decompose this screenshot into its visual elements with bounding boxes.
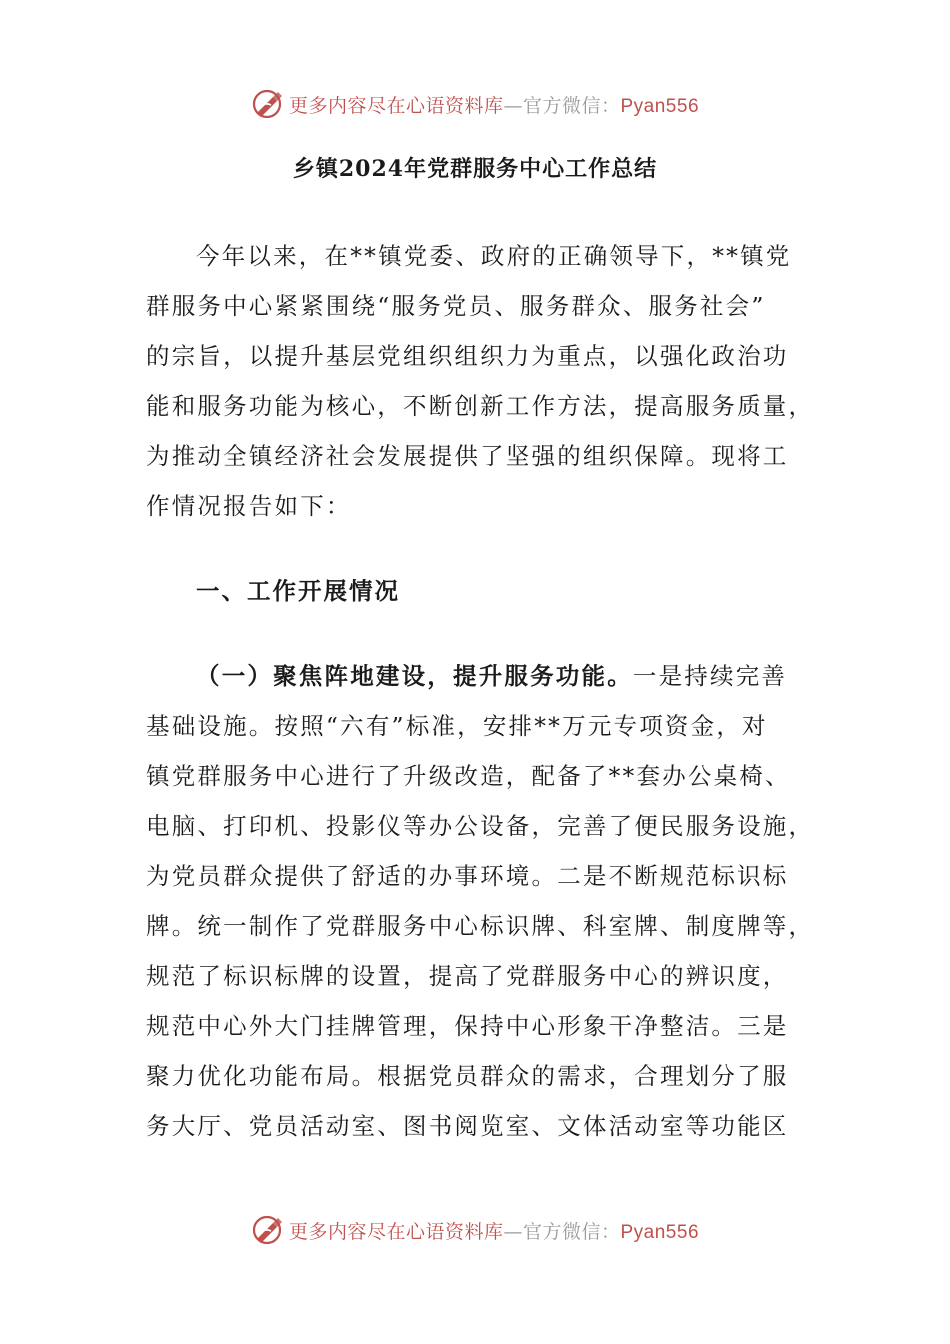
text-line: 为党员群众提供了舒适的办事环境。二是不断规范标识标	[146, 862, 789, 890]
text-line: 今年以来，在**镇党委、政府的正确领导下，**镇党	[196, 242, 792, 270]
pen-logo-icon	[251, 1213, 285, 1247]
document-title: 乡镇2024年党群服务中心工作总结	[292, 156, 658, 182]
intro-paragraph	[146, 231, 815, 531]
watermark-text: 更多内容尽在心语资料库—官方微信：Pyan556	[288, 94, 700, 117]
text-line: 镇党群服务中心进行了升级改造，配备了**套办公桌椅、	[146, 762, 791, 790]
top-watermark-banner	[0, 84, 950, 124]
section-heading: 一、工作开展情况	[196, 577, 400, 605]
bottom-watermark-banner	[0, 1210, 950, 1250]
text-line: 作情况报告如下：	[146, 492, 352, 520]
text-line	[146, 651, 796, 701]
text-line: 聚力优化功能布局。根据党员群众的需求，合理划分了服	[146, 1062, 789, 1090]
text-line: 电脑、打印机、投影仪等办公设备，完善了便民服务设施，	[146, 812, 815, 840]
subsection-paragraph	[146, 651, 815, 1151]
pen-logo-icon	[251, 87, 285, 121]
text-line: 务大厅、党员活动室、图书阅览室、文体活动室等功能区	[146, 1112, 789, 1140]
text-line: 能和服务功能为核心，不断创新工作方法，提高服务质量，	[146, 392, 815, 420]
watermark-text: 更多内容尽在心语资料库—官方微信：Pyan556	[288, 1220, 700, 1243]
text-line: 的宗旨，以提升基层党组织组织力为重点，以强化政治功	[146, 342, 789, 370]
text-line: 规范中心外大门挂牌管理，保持中心形象干净整洁。三是	[146, 1012, 789, 1040]
subsection-heading: （一）聚焦阵地建设，提升服务功能。	[196, 662, 633, 690]
text-line: 牌。统一制作了党群服务中心标识牌、科室牌、制度牌等，	[146, 912, 815, 940]
text-line: 为推动全镇经济社会发展提供了坚强的组织保障。现将工	[146, 442, 789, 470]
text-line: 基础设施。按照“六有”标准，安排**万元专项资金，对	[146, 712, 768, 740]
text-line: 群服务中心紧紧围绕“服务党员、服务群众、服务社会”	[146, 292, 766, 320]
text-line: 规范了标识标牌的设置，提高了党群服务中心的辨识度，	[146, 962, 789, 990]
text-span: 一是持续完善	[632, 662, 788, 690]
